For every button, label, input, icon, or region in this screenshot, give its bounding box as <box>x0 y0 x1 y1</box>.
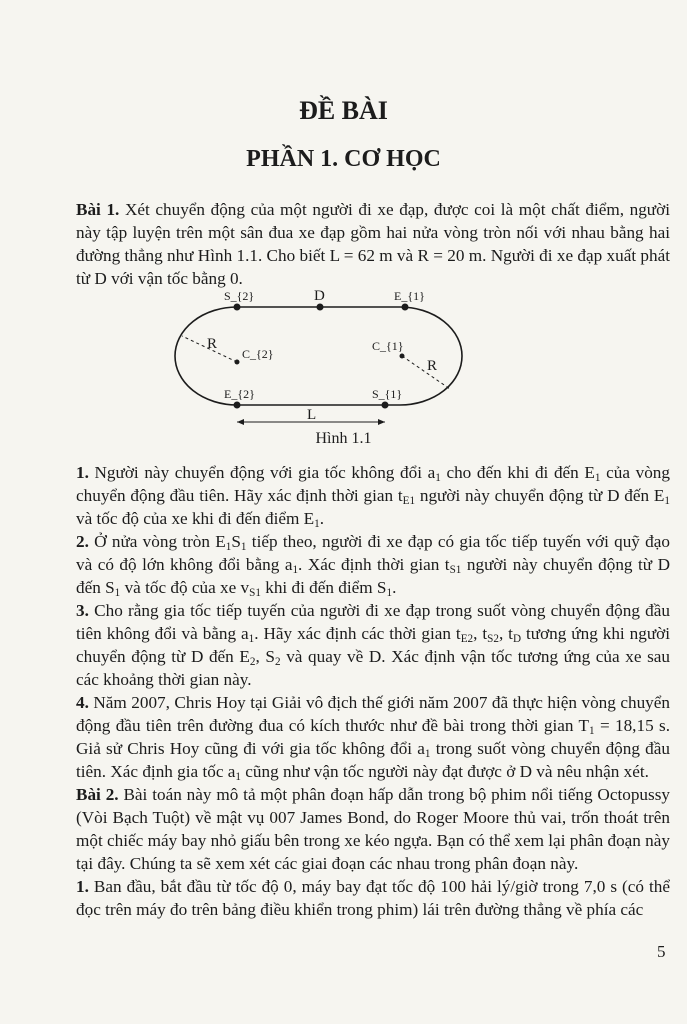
label-e2: E_{2} <box>224 387 255 401</box>
figure-caption: Hình 1.1 <box>315 430 372 447</box>
point-s1 <box>382 402 389 409</box>
page-number: 5 <box>657 942 666 961</box>
label-d: D <box>314 288 325 304</box>
question-item <box>76 691 670 783</box>
question-text: Ban đầu, bắt đầu từ tốc độ 0, máy bay đạt tốc độ 100 hải lý/giờ trong 7,0 s (có thể đọc trên máy đo trên bảng điều khiển trong phim) lái trên đường thẳng về phía các <box>76 877 670 919</box>
question-text: Cho rằng gia tốc tiếp tuyến của người đi xe đạp trong suốt vòng chuyển động đầu tiên không đổi và bằng $a_1$. Hãy xác định các thời gian $t_{E2}$, $t_{S2}$, $t_D$ tương ứng khi người chuyển động từ D đến $E_2$, $S_2$ và quay về D. Xác định vận tốc tương ứng của xe sau các khoảng thời gian này. <box>76 601 671 689</box>
radius-right <box>402 356 450 389</box>
question-text: Năm 2007, Chris Hoy tại Giải vô địch thế giới năm 2007 đã thực hiện vòng chuyển động đầu tiên trên đường đua có kích thước như đề bài trong thời gian $T_1 = 18,15$ s. Giả sử Chris Hoy cũng đi với gia tốc không đổi $a_1$ trong suốt vòng chuyển động đầu tiên. Xác định gia tốc $a_1$ cũng như vận tốc người này đạt được ở D và nêu nhận xét. <box>76 693 670 783</box>
figure-race-track <box>150 284 510 434</box>
question-item <box>76 875 670 921</box>
label-c1: C_{1} <box>372 339 404 353</box>
question-item <box>76 461 670 530</box>
label-s1: S_{1} <box>372 387 403 401</box>
label-e1: E_{1} <box>394 289 425 303</box>
problem-text: Xét chuyển động của một người đi xe đạp, được coi là một chất điểm, người này tập luyện trên một sân đua xe đạp gồm hai nửa vòng tròn nối với nhau bằng hai đường thẳng như Hình 1.1. Cho biết L = 62 m và R = 20 m. Người đi xe đạp xuất phát từ D với vận tốc bằng 0. <box>76 200 670 288</box>
question-item <box>76 599 670 691</box>
question-item <box>76 530 670 599</box>
problem-label: Bài 1. <box>76 200 120 219</box>
label-r-left: R <box>207 336 218 352</box>
point-s2 <box>234 304 241 311</box>
question-text: Ở nửa vòng tròn $E_1S_1$ tiếp theo, người đi xe đạp có gia tốc tiếp tuyến với quỹ đạo và có độ lớn không đổi bằng $a_1$. Xác định thời gian $t_{S1}$ người này chuyển động từ D đến $S_1$ và tốc độ của xe $v_{S1}$ khi đi đến điểm $S_1$. <box>76 532 671 599</box>
label-s2: S_{2} <box>224 289 255 303</box>
questions <box>76 461 670 921</box>
problem-2 <box>76 783 670 875</box>
track-outline <box>175 307 462 405</box>
point-d <box>317 304 324 311</box>
question-number: 3. <box>76 601 89 620</box>
label-c2: C_{2} <box>242 347 274 361</box>
page-heading: ĐỀ BÀI <box>299 96 388 125</box>
question-number: 4. <box>76 693 89 712</box>
problem-text: Bài toán này mô tả một phân đoạn hấp dẫn trong bộ phim nổi tiếng Octopussy (Vòi Bạch Tuột) về mật vụ 007 James Bond, do Roger Moore thủ vai, trốn thoát trên một chiếc máy bay nhỏ giấu bên trong xe kéo ngựa. Bạn có thể xem lại phân đoạn này tại đây. Chúng ta sẽ xem xét các giai đoạn các nhau trong phân đoạn này. <box>76 785 670 873</box>
problem-1 <box>76 198 670 290</box>
question-number: 1. <box>76 463 89 482</box>
label-r-right: R <box>427 358 438 374</box>
question-number: 1. <box>76 877 89 896</box>
question-number: 2. <box>76 532 89 551</box>
part-title: PHẦN 1. CƠ HỌC <box>246 146 441 172</box>
problem-label: Bài 2. <box>76 785 119 804</box>
label-l: L <box>307 407 317 423</box>
question-text: Người này chuyển động với gia tốc không đổi $a_1$ cho đến khi đi đến $E_1$ của vòng chuyển động đầu tiên. Hãy xác định thời gian $t_{E1}$ người này chuyển động từ D đến $E_1$ và tốc độ của xe khi đi đến điểm $E_1$. <box>76 463 670 530</box>
point-e1 <box>402 304 409 311</box>
point-e2 <box>234 402 241 409</box>
